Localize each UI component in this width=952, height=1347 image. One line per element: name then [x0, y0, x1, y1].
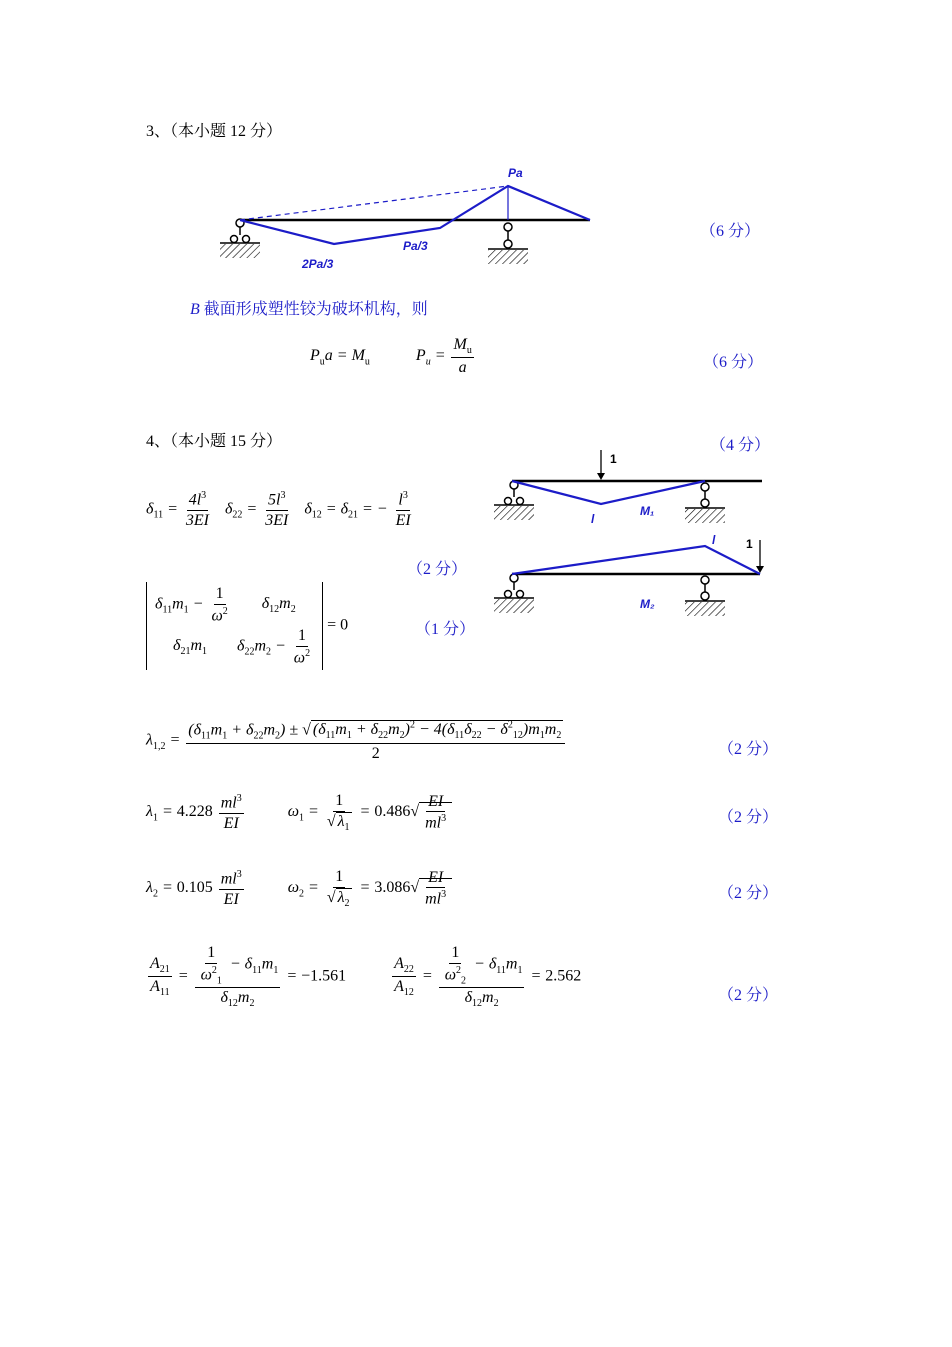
q3-statement — [190, 296, 428, 319]
label-2pa3: 2Pa/3 — [302, 257, 334, 271]
left-support — [220, 219, 260, 258]
frequency-determinant: $\delta_{11}m_1$ − $\frac{1}{\omega^2}$ $\delta_{12}m_2$ $\delta_{21}m_1$ $\delta_{22}m_2$ − $\frac{1}{\omega^2}$ = 0 — [146, 582, 348, 670]
lambda2-equation: $\lambda_2 = 0.105$ $\frac{ml^3}{EI}$ $\omega_2$ = $\frac{1}{√ \lambda_2}$ = 3.086√ $\frac{EI}{ml^3}$ — [146, 868, 452, 909]
label-pa3: Pa/3 — [403, 239, 428, 253]
m2-label: M₂ — [640, 597, 655, 611]
lambda1-equation: $\lambda_1 = 4.228$ $\frac{ml^3}{EI}$ $\omega_1$ = $\frac{1}{√ \lambda_1}$ = 0.486√ $\frac{EI}{ml^3}$ — [146, 792, 452, 833]
m2-l-label: l — [712, 533, 716, 547]
moment-curve — [240, 186, 590, 244]
m1-label: M₁ — [640, 504, 655, 518]
q3-score-2: （6 分） — [703, 354, 764, 371]
q3-score-1: （6 分） — [700, 223, 761, 240]
m2-left-support — [494, 574, 534, 613]
ratio1-value: −1.561 — [301, 967, 347, 985]
q4-score-lambda: （2 分） — [718, 741, 779, 758]
q3-equation: $P_ua = M_u$ $P_u$ = $\frac{M_u}{a}$ — [310, 336, 472, 377]
m2-right-support — [685, 576, 725, 616]
m2-load-label: 1 — [746, 537, 753, 551]
omega1-value: 0.486 — [374, 803, 411, 821]
q4-score-ratio: （2 分） — [718, 987, 779, 1004]
q4-score-det: （1 分） — [415, 621, 476, 638]
q4-score-flex: （2 分） — [407, 561, 468, 578]
label-pa: Pa — [508, 166, 523, 180]
m1-diagram — [490, 445, 770, 530]
section-var: B — [190, 301, 200, 318]
m1-right-support — [685, 483, 725, 523]
flexibility-coefficients: $\delta_{11}$ = $\frac{4l^3}{3EI}$ $\delta_{22}$ = $\frac{5l^3}{3EI}$ $\delta_{12} = \delta_{21}$ = − $\frac{l^3}{EI}$ — [146, 490, 411, 529]
middle-support — [488, 186, 528, 264]
q4-score-l1: （2 分） — [718, 809, 779, 826]
q3-heading: 3、（本小题 12 分） — [146, 123, 283, 140]
m1-load-label: 1 — [610, 452, 617, 466]
lambda1-value: 4.228 — [176, 803, 213, 821]
lambda-formula: $\lambda_{1,2}$ = $\frac{(\delta_{11}m_1 + \delta_{22}m_2) \pm √ (\delta_{11}m_1 + \delta_{22}m_2)^2 - 4(\delta_{11}\delta_{22} - \delta^2_{12})m_1m_2}{2}$ — [146, 720, 567, 762]
q4-score-diagram: （4 分） — [710, 437, 771, 454]
dashed-reference-line — [240, 186, 508, 220]
q3-moment-diagram — [210, 160, 610, 280]
q3-statement-text: 截面形成塑性铰为破坏机构，则 — [199, 301, 428, 318]
amplitude-ratios: $\frac{A_{21}}{A_{11}}$ = $\frac{1}{\omega^2_1}$ − $\delta_{11}m_1$ $\delta_{12}m_2$ = −1.561 $\frac{A_{22}}{A_{12}}$ = $\frac{1}{\omega^2_2}$ − $\delta_{11}m_1$ $\delta_{12}m_2$ = 2.562 — [150, 944, 582, 1010]
m1-left-support — [494, 481, 534, 520]
omega2-value: 3.086 — [374, 879, 411, 897]
lambda2-value: 0.105 — [176, 879, 213, 897]
m2-diagram — [490, 530, 770, 620]
q4-heading: 4、（本小题 15 分） — [146, 433, 283, 450]
q4-score-l2: （2 分） — [718, 885, 779, 902]
ratio2-value: 2.562 — [545, 967, 582, 985]
m1-l-label: l — [591, 512, 595, 526]
